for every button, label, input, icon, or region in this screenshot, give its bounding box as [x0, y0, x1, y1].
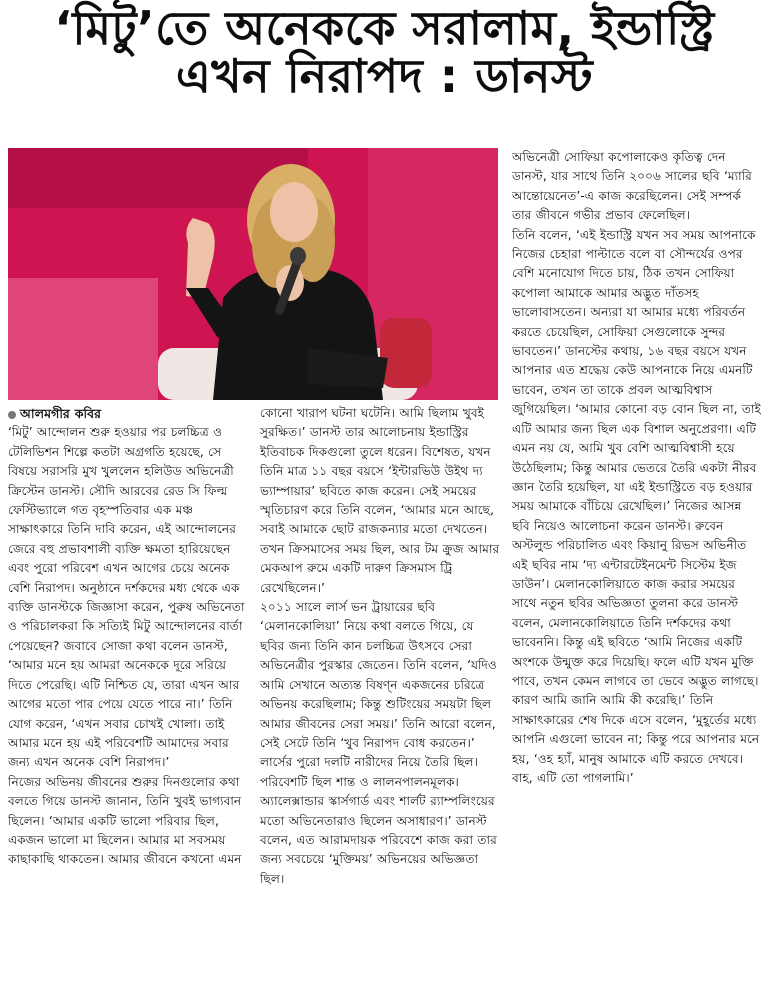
headline-line-1: ‘মিটু’তে অনেককে সরালাম, ইন্ডাস্ট্রি: [54, 1, 715, 55]
bullet-dot-icon: [8, 411, 16, 419]
article-column-3: [512, 148, 762, 788]
conference-speaker-photo-icon: [8, 148, 498, 400]
headline-line-2: এখন নিরাপদ : ডানস্ট: [175, 49, 594, 104]
paragraph: নিজের অভিনয় জীবনের শুরুর দিনগুলোর কথা বলতে গিয়ে ডানস্ট জানান, তিনি খুবই ভাগ্যবান ছিলেন। ‘আমার একটি ভালো পরিবার ছিল, একজন ভালো মা ছিলেন। আমার মা সবসময় কাছাকাছি থাকতেন। আমার জীবনে কখনো এমন: [8, 774, 242, 867]
paragraph: কোনো খারাপ ঘটনা ঘটেনি। আমি ছিলাম খুবই সুরক্ষিত।’ ডানস্ট তার আলোচনায় ইন্ডাস্ট্রির ইতিবাচক দিকগুলো তুলে ধরেন। বিশেষত, যখন তিনি মাত্র ১১ বছর বয়সে ‘ইন্টারভিউ উইথ দ্য ভ্যাম্পায়ার’ ছবিতে কাজ করেন। সেই সময়ের স্মৃতিচারণ করে তিনি বলেন, ‘আমার মনে আছে, সবাই আমাকে ছোট রাজকন্যার মতো দেখতেন। তখন ক্রিসমাসের সময় ছিল, আর টম ক্রুজ আমার মেকআপ রুমে একটি দারুণ ক্রিসমাস ট্রি রেখেছিলেন।’: [260, 406, 500, 595]
article-photo: [8, 148, 498, 400]
paragraph: ২০১১ সালে লার্স ভন ট্রায়ারের ছবি ‘মেলানকোলিয়া’ নিয়ে কথা বলতে গিয়ে, যে ছবির জন্য তিনি কান চলচ্চিত্র উৎসবে সেরা অভিনেত্রীর পুরস্কার জেতেন। তিনি বলেন, ‘যদিও আমি সেখানে অত্যন্ত বিষণ্ন একজনের চরিত্রে অভিনয় করেছিলাম; কিন্তু শুটিংয়ের সময়টা ছিল আমার জীবনের সেরা সময়।’ তিনি আরো বলেন, সেই সেটে তিনি ‘খুব নিরাপদ বোধ করতেন।’ লার্সের পুরো দলটি নারীদের নিয়ে তৈরি ছিল। পরিবেশটি ছিল শান্ত ও লালনপালনমূলক। অ্যালেক্সান্ডার স্কার্সগার্ড এবং শার্লট র‍্যাম্পলিংয়ের মতো অভিনেতারাও ছিলেন অসাধারণ।’ ডানস্ট বলেন, এত আরামদায়ক পরিবেশে কাজ করা তার জন্য সবচেয়ে ‘মুক্তিময়’ অভিনয়ের অভিজ্ঞতা ছিল।: [260, 600, 497, 886]
paragraph: তিনি বলেন, ‘এই ইন্ডাস্ট্রি যখন সব সময় আপনাকে নিজের চেহারা পাল্টাতে বলে বা সৌন্দর্যের ওপর বেশি মনোযোগ দিতে চায়, ঠিক তখন সোফিয়া কপোলা আমাকে আমার অদ্ভুত দাঁতসহ ভালোবাসতেন। অন্যরা যা আমার মধ্যে পরিবর্তন করতে চেয়েছিল, সোফিয়া সেগুলোকে সুন্দর ভাবতেন।’ ডানস্টের কথায়, ১৬ বছর বয়সে যখন আপনার এত শ্রদ্ধেয় কেউ আপনাকে নিয়ে এমনটি ভাবেন, তখন তা তাকে প্রবল আত্মবিশ্বাস জুগিয়েছিল। ‘আমার কোনো বড় বোন ছিল না, তাই এটি আমার জন্য ছিল এক বিশাল অনুপ্রেরণা। এটি এমন নয় যে, আমি খুব বেশি আত্মবিশ্বাসী হয়ে উঠেছিলাম; কিন্তু আমার ভেতরে তৈরি একটা নীরব জ্ঞান তৈরি হয়েছিল, যা এই ইন্ডাস্ট্রিতে বড় হওয়ার সময় আমাকে বাঁচিয়ে রেখেছিল।’ নিজের আসন্ন ছবি নিয়েও আলোচনা করেন ডানস্ট। রুবেন অস্টলুন্ড পরিচালিত এবং কিয়ানু রিভস অভিনীত এই ছবির নাম ‘দ্য এন্টারটেইনমেন্ট সিস্টেম ইজ ডাউন’। মেলানকোলিয়াতে কাজ করার সময়ের সাথে নতুন ছবির অভিজ্ঞতা তুলনা করে ডানস্ট বলেন, মেলানকোলিয়াতে তিনি দর্শকদের কথা ভাবেননি। কিন্তু এই ছবিতে ‘আমি নিজের একটি অংশকে উন্মুক্ত করে দিয়েছি। ফলে এটি যখন মুক্তি পাবে, তখন কেমন লাগবে তা ভেবে অদ্ভুত লাগছে। কারণ আমি জানি আমি কী করেছি।’ তিনি সাক্ষাৎকারের শেষ দিকে এসে বলেন, ‘মুহূর্তের মধ্যে আপনি এগুলো ভাবেন না; কিন্তু পরে আপনার মনে হয়, ‘ওহ হ্যাঁ, মানুষ আমাকে এটি করতে দেখবে। বাহ, এটি তো পাগলামি।’: [512, 227, 761, 785]
paragraph: অভিনেত্রী সোফিয়া কপোলাকেও কৃতিত্ব দেন ডানস্ট, যার সাথে তিনি ২০০৬ সালের ছবি ‘ম্যারি আন্তোয়েনেত’-এ কাজ করেছিলেন। সেই সম্পর্ক তার জীবনে গভীর প্রভাব ফেলেছিল।: [512, 150, 752, 223]
article-column-2: [260, 404, 500, 889]
article-column-1: [8, 404, 248, 870]
headline: [0, 1, 769, 104]
byline-text: আলমগীর কবির: [20, 406, 102, 421]
paragraph: ‘মিটু’ আন্দোলন শুরু হওয়ার পর চলচ্চিত্র ও টেলিভিশন শিল্পে কতটা অগ্রগতি হয়েছে, সে বিষয়ে সরাসরি মুখ খুললেন হলিউড অভিনেত্রী ক্রিস্টেন ডানস্ট। সৌদি আরবের রেড সি ফিল্ম ফেস্টিভ্যালে গত বৃহস্পতিবার এক মঞ্চ সাক্ষাৎকারে তিনি দাবি করেন, এই আন্দোলনের জেরে বহু প্রভাবশালী ব্যক্তি ক্ষমতা হারিয়েছেন এবং পুরো পরিবেশ এখন আগের চেয়ে অনেক বেশি নিরাপদ। অনুষ্ঠানে দর্শকদের মধ্য থেকে এক ব্যক্তি ডানস্টকে জিজ্ঞাসা করেন, পুরুষ অভিনেতা ও পরিচালকরা কি সত্যিই মিটু আন্দোলনের বার্তা পেয়েছেন? জবাবে সোজা কথা বলেন ডানস্ট, ‘আমার মনে হয় আমরা অনেককে দূরে সরিয়ে দিতে পেরেছি। এটি নিশ্চিত যে, তারা এখন আর আগের মতো পার পেয়ে যেতে পারে না।’ তিনি যোগ করেন, ‘এখন সবার চোখই খোলা। তাই আমার মনে হয় এই পরিবেশটি আমাদের সবার জন্য এখন অনেক বেশি নিরাপদ।’: [8, 425, 245, 770]
byline: [8, 404, 248, 423]
